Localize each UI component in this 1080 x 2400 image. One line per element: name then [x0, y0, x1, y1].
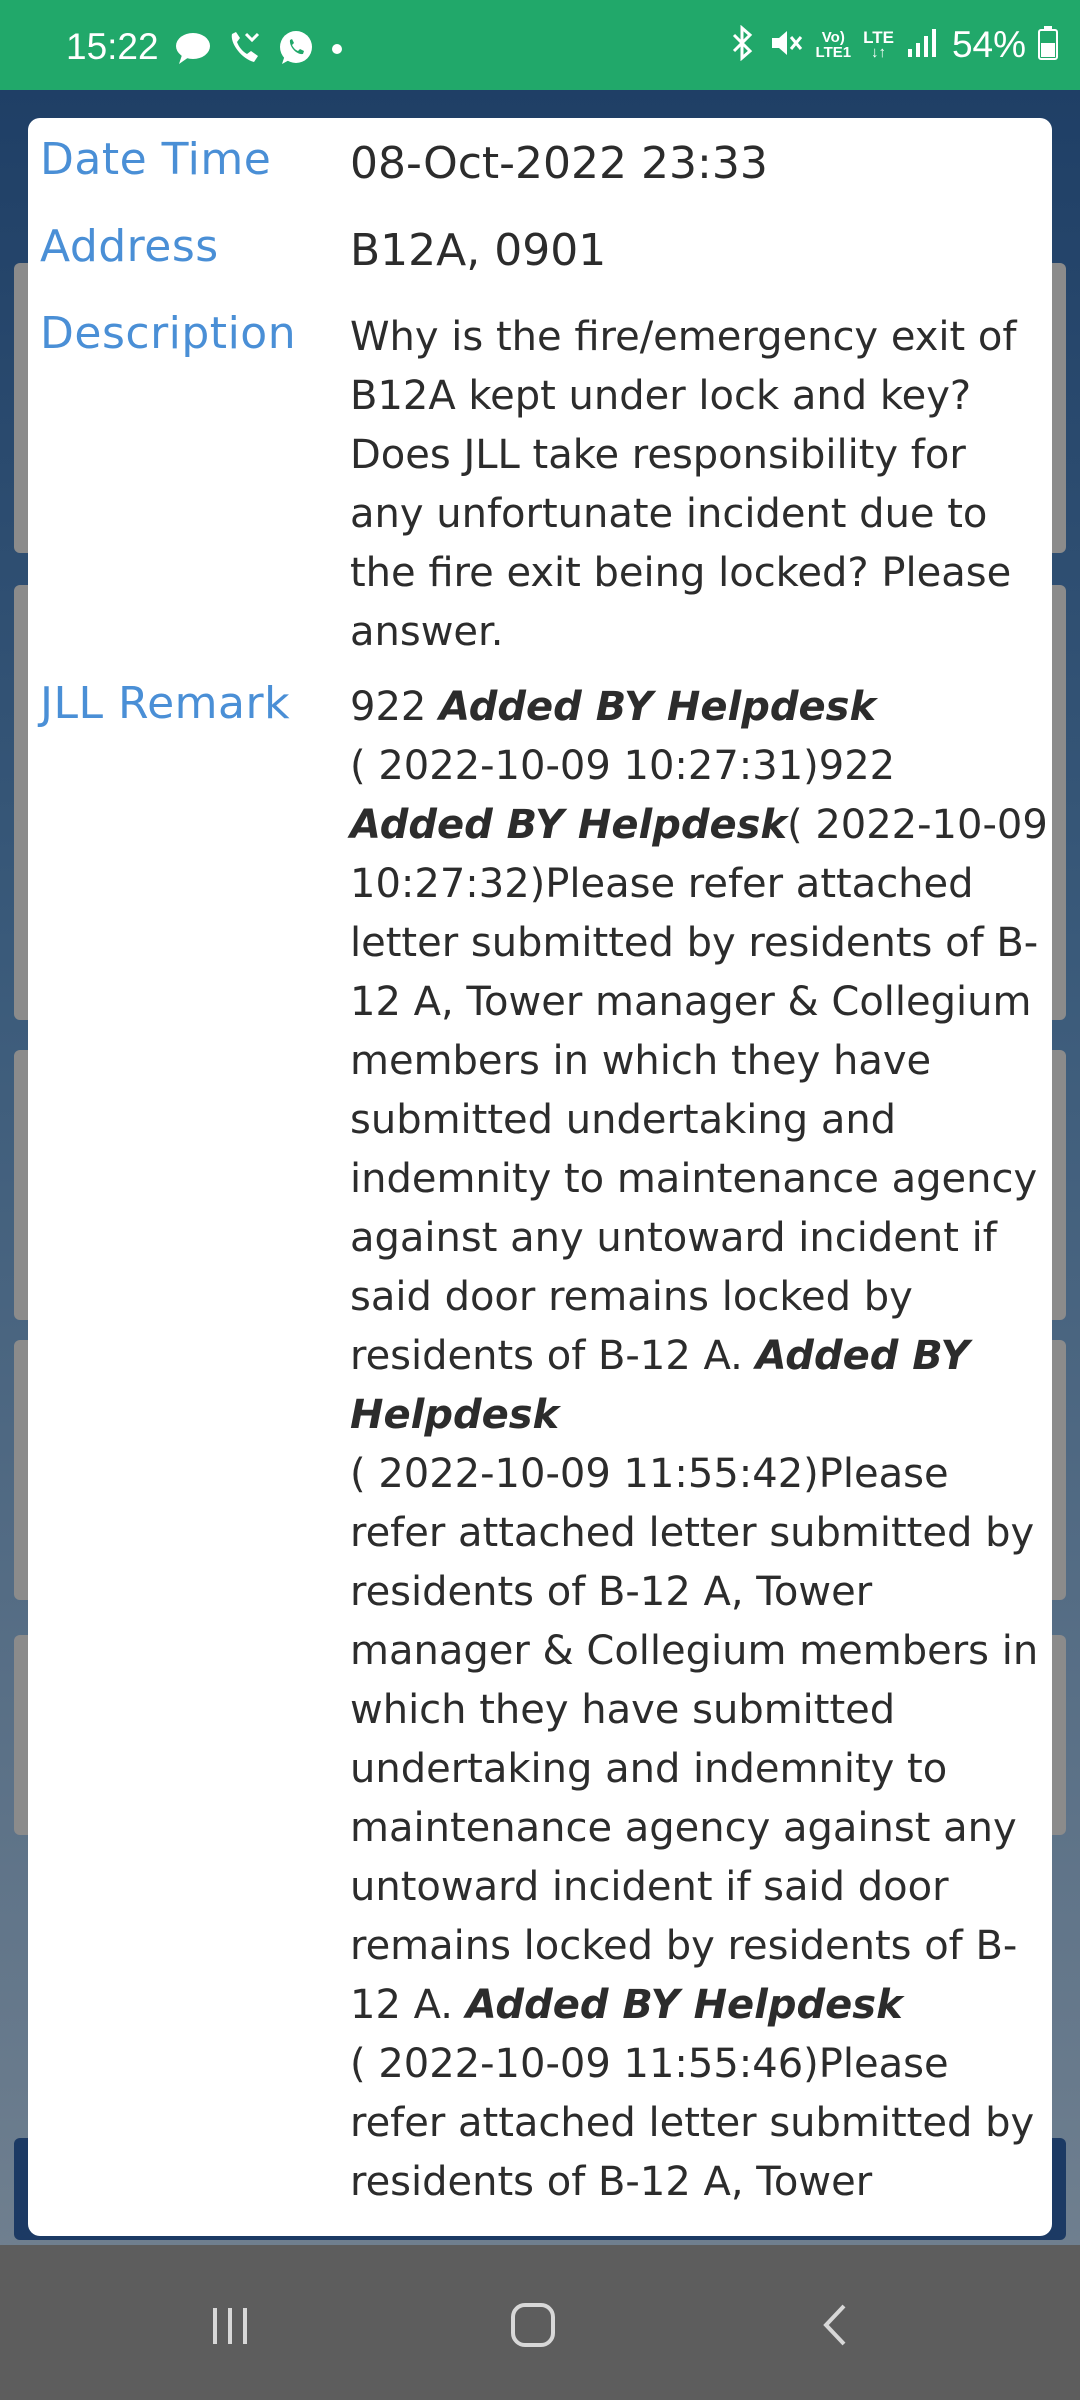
status-bar	[0, 0, 1080, 90]
description-value: Why is the fire/emergency exit of B12A kept under lock and key? Does JLL take responsibility for any unfortunate incident due to the fire exit being locked? Please answer.	[350, 314, 1017, 655]
detail-dialog	[28, 118, 1052, 2236]
battery-icon	[1038, 26, 1058, 65]
signal-icon	[906, 27, 940, 64]
lte-icon: LTE ↓↑	[863, 28, 894, 61]
home-button[interactable]	[493, 2285, 573, 2365]
navigation-bar	[0, 2245, 1080, 2400]
remark-text: ( 2022-10-09 10:27:31)922	[350, 743, 896, 789]
dot-icon	[330, 41, 344, 60]
back-button[interactable]	[797, 2285, 877, 2365]
remark-text: ( 2022-10-09 10:27:32)Please refer attached letter submitted by residents of B-12 A, Tower manager & Collegium members in which they have submitted undertaking and indemnity to maintenance agency against any untoward incident if said door remains locked by residents of B-12 A.	[350, 802, 1048, 1379]
remark-label: JLL Remark	[40, 678, 291, 729]
volte-top-text: Vo)	[821, 29, 845, 46]
remark-text: ( 2022-10-09 11:55:42)Please refer attached letter submitted by residents of B-12 A, Tower manager & Collegium members in which they have submitted undertaking and indemnity to maintenance agency against any untoward incident if said door remains locked by residents of B-12 A.	[350, 1451, 1039, 2028]
recent-apps-icon	[205, 2300, 255, 2350]
remark-value	[350, 678, 1050, 2212]
description-label: Description	[40, 308, 297, 359]
address-label: Address	[40, 221, 219, 272]
battery-percent: 54%	[951, 24, 1026, 65]
remark-author: Added BY Helpdesk	[350, 1333, 970, 1438]
whatsapp-icon	[276, 28, 316, 72]
status-time: 15:22	[66, 26, 159, 67]
recent-apps-button[interactable]	[190, 2285, 270, 2365]
remark-author: Added BY Helpdesk	[350, 802, 787, 848]
date-time-value: 08-Oct-2022 23:33	[350, 138, 768, 189]
message-icon	[174, 31, 212, 69]
remark-author: Added BY Helpdesk	[465, 1982, 903, 2028]
address-value: B12A, 0901	[350, 225, 607, 276]
system-status-icons	[728, 24, 1058, 66]
bluetooth-icon	[728, 25, 756, 66]
volte-icon	[816, 30, 852, 60]
volte-bottom-text: LTE1	[815, 44, 852, 61]
home-icon	[505, 2297, 561, 2353]
notification-icons	[174, 28, 344, 72]
missed-call-icon	[226, 30, 262, 70]
date-time-label: Date Time	[40, 134, 272, 185]
back-icon	[812, 2300, 862, 2350]
remark-author: Added BY Helpdesk	[439, 684, 877, 730]
mute-icon	[768, 25, 804, 66]
remark-text: 922	[350, 684, 440, 730]
remark-text: ( 2022-10-09 11:55:46)Please refer attached letter submitted by residents of B-12 A, Tower	[350, 2041, 1035, 2205]
lte-text: LTE	[863, 28, 894, 47]
